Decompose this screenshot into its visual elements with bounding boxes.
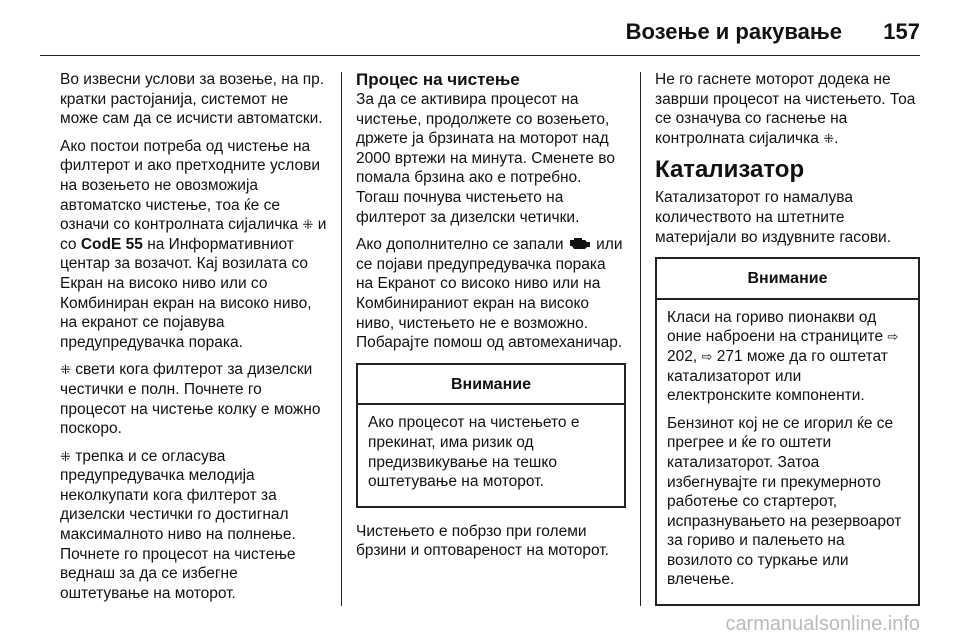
- dpf-warning-lamp-icon: ⁜: [60, 362, 71, 378]
- section-heading: Катализатор: [655, 156, 805, 184]
- paragraph: ⁜ свети кога филтерот за дизелски честички е полн. Почнете го процесот на чистење колку е можно поскоро.: [60, 361, 321, 438]
- dpf-warning-lamp-icon: ⁜: [60, 448, 71, 464]
- paragraph: ⁜ трепка и се огласува предупредувачка мелодија неколкупати кога филтерот за дизелски честички го достигнал максималното ниво на полнење. Почнете го процесот на чистење веднаш за да се избегне оштетување на моторот.: [60, 447, 296, 602]
- column-right: [655, 70, 920, 620]
- page-reference[interactable]: 271: [716, 347, 743, 365]
- page-reference[interactable]: 202,: [667, 347, 698, 365]
- warning-box-title: Внимание: [358, 365, 624, 406]
- header-divider: [40, 55, 920, 56]
- warning-text: Бензинот кој не се игорил ќе се прегрее и ќе го оштети катализаторот. Затоа избегнувајте ги прекумерното работење со стартерот, испразнувањето на резервоарот за гориво и палењето на возилото со туркање или влечење.: [667, 414, 902, 589]
- column-middle: [356, 70, 626, 569]
- paragraph: Во извесни услови за возење, на пр. кратки растојанија, системот не може сам да се исчисти автоматски.: [60, 71, 325, 128]
- page-reference-arrow-icon: ⇨: [887, 329, 899, 345]
- column-divider: [341, 72, 342, 606]
- paragraph: Не го гаснете моторот додека не заврши процесот на чистењето. Тоа се означува со гаснење на контролната сијаличка ⁜.: [655, 71, 916, 147]
- warning-text: Ако процесот на чистењето е прекинат, има ризик од предизвикување на тешко оштетување на моторот.: [368, 414, 580, 491]
- paragraph: Катализаторот го намалува количеството на штетните материјали во издувните гасови.: [655, 189, 892, 246]
- dpf-warning-lamp-icon: ⁜: [302, 217, 314, 233]
- section-heading: Процес на чистење: [356, 70, 520, 89]
- paragraph: Ако постои потреба од чистење на филтерот и ако претходните услови на возењето не овозможија автоматско чистење, тоа ќе се означи со контролната сијаличка ⁜ и со CodE 55 на Информативниот центар за возачот. Кај возилата со Екран на високо ниво или со Комбиниран екран на високо ниво, на екранот се појавува предупредувачка порака.: [60, 137, 327, 351]
- column-divider: [640, 72, 641, 606]
- warning-box: [655, 257, 920, 606]
- warning-box: [356, 363, 626, 508]
- warning-text: Класи на гориво пионакви од оние наброени на страниците ⇨ 202, ⇨ 271 може да го оштетат катализаторот или електронските компоненти.: [667, 308, 899, 405]
- page-reference-arrow-icon: ⇨: [701, 348, 713, 364]
- page-header: [0, 0, 960, 58]
- code-label: CodE 55: [80, 235, 143, 253]
- watermark: carmanualsonline.info: [725, 613, 920, 635]
- paragraph: За да се активира процесот на чистење, продолжете со возењето, држете ја брзината на моторот над 2000 вртежи на минута. Сменете во помала брзина ако е потребно. Тогаш почнува чистењето на филтерот за дизелски четички.: [356, 91, 615, 226]
- paragraph: Чистењето е побрзо при големи брзини и оптовареност на моторот.: [356, 522, 609, 560]
- paragraph: Ако дополнително се запали или се појави предупредувачка порака на Екранот со високо ниво или на Комбинираниот екран на високо ниво, чистењето не е возможно. Побарајте помош од автомеханичар.: [356, 236, 623, 352]
- page-number: 157: [883, 19, 920, 44]
- warning-box-title: Внимание: [657, 259, 918, 300]
- engine-check-lamp-icon: [568, 236, 592, 250]
- column-left: [60, 70, 330, 611]
- chapter-title: Возење и ракување: [625, 19, 842, 44]
- dpf-warning-lamp-icon: ⁜: [823, 130, 835, 146]
